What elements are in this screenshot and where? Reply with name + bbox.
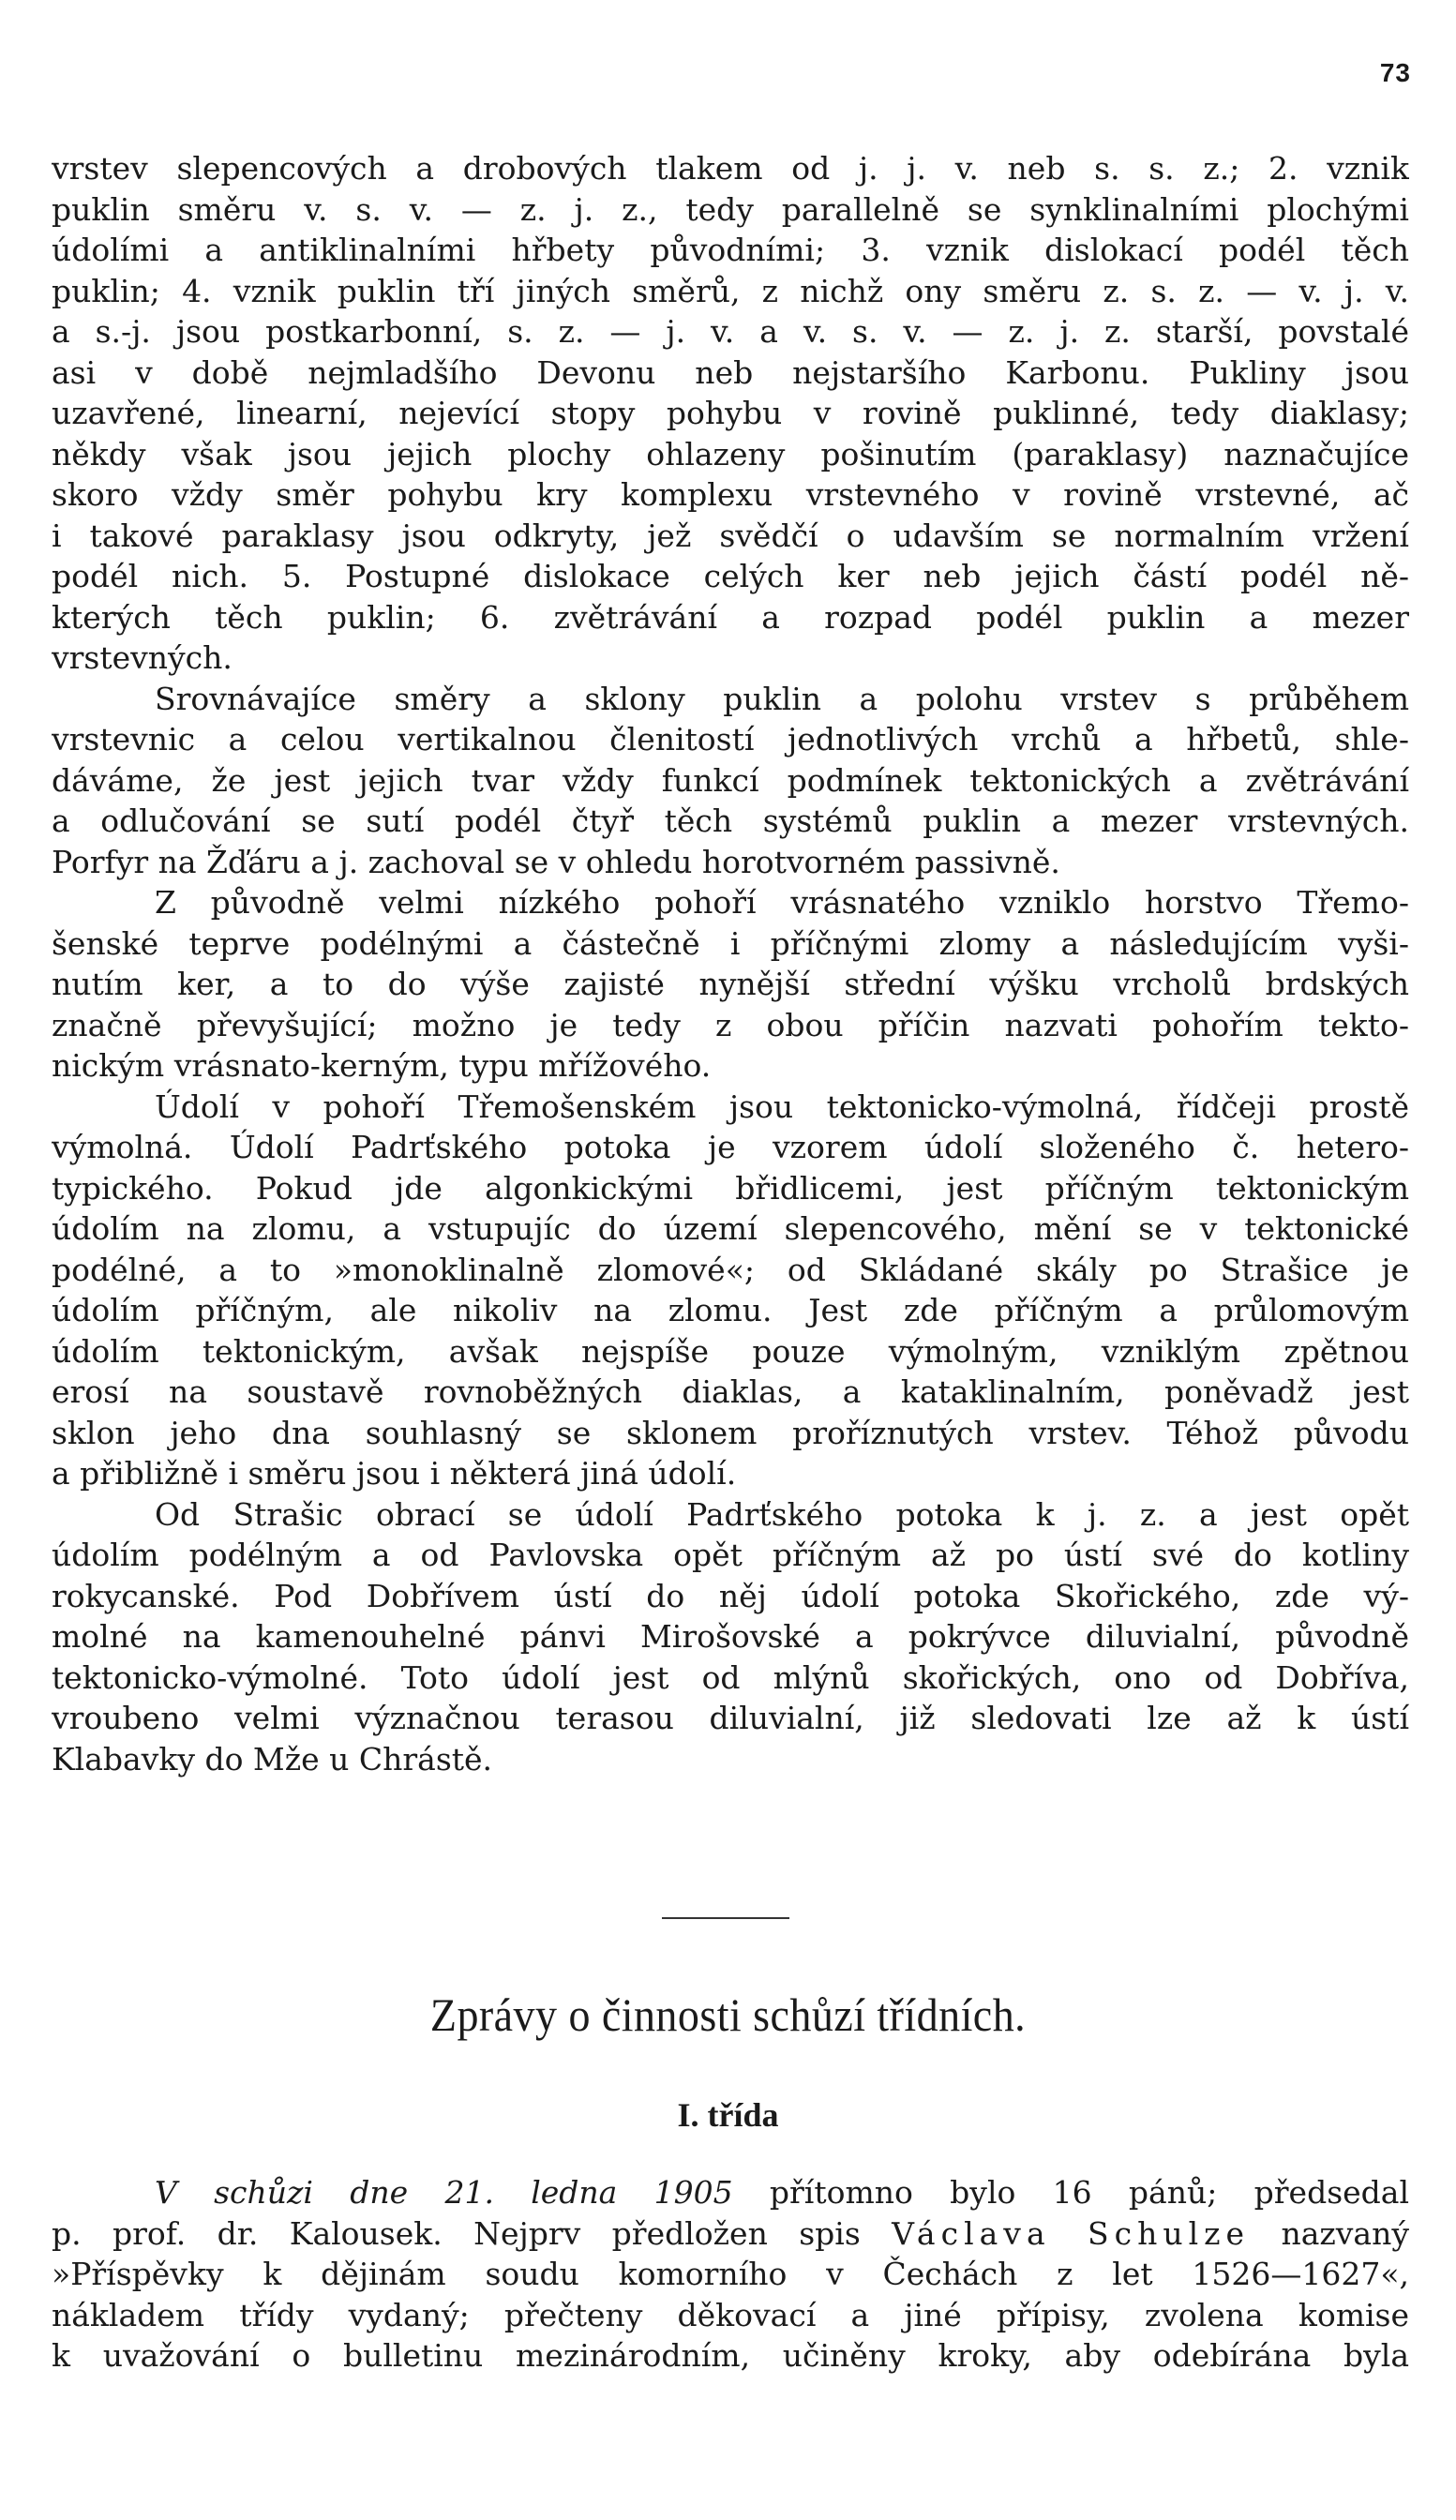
text-line: údolím tektonickým, avšak nejspíše pouze výmolným, vzniklým zpětnou (52, 1332, 1409, 1370)
text-line: a přibližně i směru jsou i některá jiná údolí. (52, 1455, 737, 1492)
text-line: molné na kamenouhelné pánvi Mirošovské a pokrývce diluvialní, původně (52, 1618, 1409, 1655)
text-line: a s.-j. jsou postkarbonní, s. z. — j. v. a v. s. v. — z. j. z. starší, povstalé (52, 313, 1409, 350)
section-divider (662, 1917, 789, 1919)
paragraph-3 (52, 882, 1409, 1087)
text-line: podélné, a to »monoklinalně zlomové«; od Skládané skály po Strašice je (52, 1251, 1409, 1288)
subsection-title: I. třída (677, 2096, 779, 2134)
author-name: Václava Schulze (892, 2214, 1251, 2252)
text-line: podél nich. 5. Postupné dislokace celých ker neb jejich částí podél ně- (52, 558, 1409, 594)
text-line: nákladem třídy vydaný; přečteny děkovací a jiné přípisy, zvolena komise (52, 2296, 1409, 2333)
text-line: »Příspěvky k dějinám soudu komorního v Čechách z let 1526—1627«, (52, 2256, 1409, 2292)
text-line: nutím ker, a to do výše zajisté nynější střední výšku vrcholů brdských (52, 966, 1409, 1002)
text-line: kterých těch puklin; 6. zvětrávání a rozpad podél puklin a mezer (52, 598, 1409, 636)
report-text (52, 2172, 1409, 2377)
text-line: údolím podélným a od Pavlovska opět příčným až po ústí své do kotliny (52, 1537, 1409, 1573)
text-line: Srovnávajíce směry a sklony puklin a polohu vrstev s průběhem (155, 680, 1409, 717)
text-line: údolím příčným, ale nikoliv na zlomu. Jest zde příčným a průlomovým (52, 1292, 1409, 1328)
paragraph-4 (52, 1087, 1409, 1494)
text-line: erosí na soustavě rovnoběžných diaklas, a kataklinalním, poněvadž jest (52, 1373, 1409, 1410)
text-line: vrstevných. (52, 639, 233, 676)
paragraph-5 (52, 1494, 1409, 1780)
text-line: puklin; 4. vznik puklin tří jiných směrů, z nichž ony směru z. s. z. — v. j. v. (52, 272, 1409, 309)
text-fragment: nazvaný (1250, 2214, 1409, 2252)
text-line (52, 2213, 1409, 2255)
text-fragment: přítomno bylo 16 pánů; předsedal (732, 2174, 1409, 2211)
text-line: údolím na zlomu, a vstupujíc do území slepencového, mění se v tektonické (52, 1210, 1409, 1247)
text-line (52, 2172, 1409, 2213)
text-line: sklon jeho dna souhlasný se sklonem proříznutých vrstev. Téhož původu (52, 1414, 1409, 1451)
paragraph-2 (52, 679, 1409, 883)
text-line: nickým vrásnato-kerným, typu mřížového. (52, 1047, 712, 1084)
text-line: údolími a antiklinalními hřbety původními; 3. vznik dislokací podél těch (52, 232, 1409, 268)
text-line: někdy však jsou jejich plochy ohlazeny pošinutím (paraklasy) naznačujíce (52, 435, 1409, 472)
text-line: vrstev slepencových a drobových tlakem od j. j. v. neb s. s. z.; 2. vznik (52, 150, 1409, 187)
text-line: tektonicko-výmolné. Toto údolí jest od mlýnů skořických, ono od Dobříva, (52, 1658, 1409, 1696)
text-line: uzavřené, linearní, nejevící stopy pohybu v rovině puklinné, tedy diaklasy; (52, 395, 1409, 431)
text-line: puklin směru v. s. v. — z. j. z., tedy parallelně se synklinalními plochými (52, 190, 1409, 228)
text-line: vroubeno velmi význačnou terasou diluvialní, již sledovati lze až k ústí (52, 1700, 1409, 1736)
text-line: značně převyšující; možno je tedy z obou příčin nazvati pohořím tekto- (52, 1006, 1409, 1043)
text-line: vrstevnic a celou vertikalnou členitostí jednotlivých vrchů a hřbetů, shle- (52, 721, 1409, 758)
text-line: k uvažování o bulletinu mezinárodním, učiněny kroky, aby odebírána byla (52, 2337, 1409, 2374)
text-line: šenské teprve podélnými a částečně i příčnými zlomy a následujícím vyši- (52, 924, 1409, 962)
text-line: i takové paraklasy jsou odkryty, jež svědčí o udavším se normalním vržení (52, 517, 1409, 554)
text-line: výmolná. Údolí Padrťského potoka je vzorem údolí složeného č. hetero- (52, 1129, 1409, 1165)
meeting-date: V schůzi dne 21. ledna 1905 (155, 2174, 733, 2211)
text-line: Z původně velmi nízkého pohoří vrásnatého vzniklo horstvo Třemo- (155, 884, 1409, 921)
text-line: Porfyr na Žďáru a j. zachoval se v ohledu horotvorném passivně. (52, 843, 1060, 880)
text-line: typického. Pokud jde algonkickými břidlicemi, jest příčným tektonickým (52, 1169, 1409, 1207)
text-line: Údolí v pohoří Třemošenském jsou tektonicko-výmolná, řídčeji prostě (155, 1088, 1409, 1125)
text-line: Od Strašic obrací se údolí Padrťského potoka k j. z. a jest opět (155, 1495, 1409, 1533)
text-line: dáváme, že jest jejich tvar vždy funkcí podmínek tektonických a zvětrávání (52, 761, 1409, 799)
text-line: skoro vždy směr pohybu kry komplexu vrstevného v rovině vrstevné, ač (52, 476, 1409, 513)
text-fragment: p. prof. dr. Kalousek. Nejprv předložen spis (52, 2214, 893, 2252)
paragraph-1 (52, 148, 1409, 679)
page-number: 73 (1379, 58, 1411, 87)
text-line: rokycanské. Pod Dobřívem ústí do něj údolí potoka Skořického, zde vý- (52, 1577, 1409, 1614)
section-title: Zprávy o činnosti schůzí třídních. (429, 1988, 1027, 2041)
text-line: Klabavky do Mže u Chrástě. (52, 1740, 493, 1778)
text-line: asi v době nejmladšího Devonu neb nejstaršího Karbonu. Pukliny jsou (52, 353, 1409, 391)
main-text (52, 148, 1409, 1779)
text-line: a odlučování se sutí podél čtyř těch systémů puklin a mezer vrstevných. (52, 802, 1409, 839)
